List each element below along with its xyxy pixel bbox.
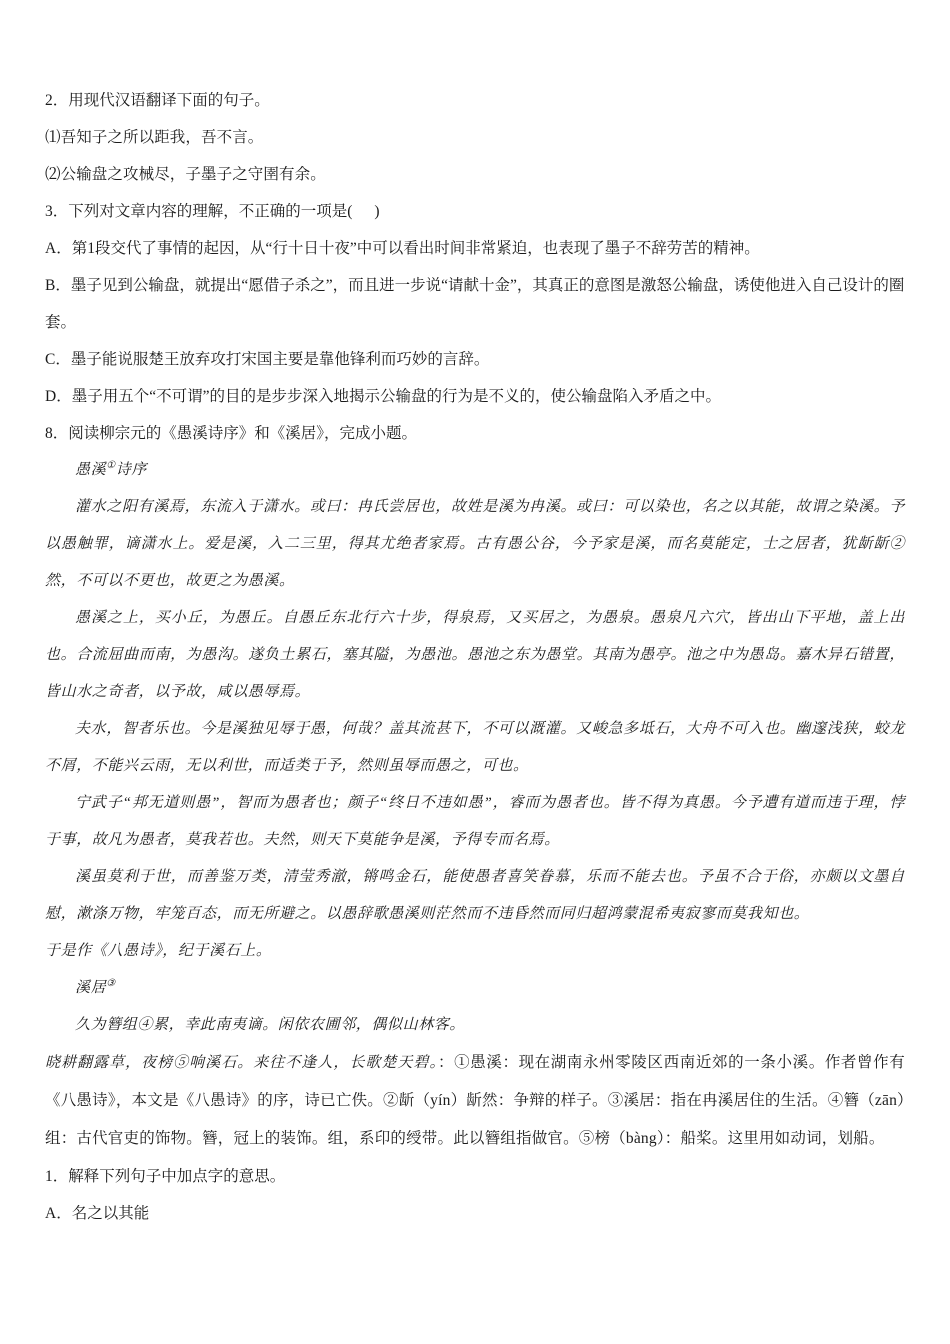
question-2-number: 2．	[45, 92, 69, 109]
passage-1-paragraph-2: 愚溪之上，买小丘，为愚丘。自愚丘东北行六十步，得泉焉，又买居之，为愚泉。愚泉凡六穴，皆出山下平地，盖上出也。合流屈曲而南，为愚沟。遂负土累石，塞其隘，为愚池。愚池之东为愚堂。其南为愚亭。池之中为愚岛。嘉木异石错置，皆山水之奇者，以予故，咸以愚辱焉。	[45, 610, 905, 700]
question-3-prompt-line	[45, 193, 905, 230]
question-1-option-a-text: 名之以其能	[71, 1205, 150, 1222]
question-8-prompt: 阅读柳宗元的《愚溪诗序》和《溪居》，完成小题。	[68, 425, 418, 442]
passage-2-title-footnote-marker: ③	[106, 978, 116, 989]
option-d-text: 墨子用五个“不可谓”的目的是步步深入地揭示公输盘的行为是不义的，使公输盘陷入矛盾之中。	[71, 388, 721, 405]
passage-2-line-1: 久为簪组④累，幸此南夷谪。闲依农圃邻，偶似山林客。	[75, 1017, 466, 1033]
question-1-number: 1．	[45, 1168, 69, 1185]
question-3-prompt-tail: )	[374, 203, 380, 220]
option-b-text: 墨子见到公输盘，就提出“愿借子杀之”，而且进一步说“请献十金”，其真正的意图是激怒公输盘，诱使他进入自己设计的圈套。	[45, 277, 905, 331]
question-2-prompt-line	[45, 82, 905, 119]
question-3-option-c[interactable]	[45, 341, 905, 378]
passage-1-paragraph-4: 宁武子“邦无道则愚”，智而为愚者也；颜子“终日不违如愚”，睿而为愚者也。皆不得为真愚。今予遭有道而违于理，悖于事，故凡为愚者，莫我若也。夫然，则天下莫能争是溪，予得专而名焉。	[45, 795, 905, 848]
passage-1-title-rest: 诗序	[115, 462, 147, 478]
passage-2-title-main: 溪居	[75, 980, 107, 996]
passage-1-title	[45, 452, 905, 489]
passage-2-line-2-and-footnotes	[45, 1044, 905, 1158]
question-3-option-b[interactable]	[45, 267, 905, 341]
passage-1-paragraph-6: 于是作《八愚诗》，纪于溪石上。	[45, 943, 272, 959]
question-2-prompt: 用现代汉语翻译下面的句子。	[68, 92, 270, 109]
question-3-prompt: 下列对文章内容的理解，不正确的一项是(	[68, 203, 353, 220]
question-3-number: 3．	[45, 203, 69, 220]
question-8-prompt-line	[45, 415, 905, 452]
question-1-prompt: 解释下列句子中加点字的意思。	[68, 1168, 286, 1185]
passage-2-line-2: 晓耕翻露草，夜榜⑤响溪石。来往不逢人，长歌楚天碧。	[45, 1055, 438, 1071]
option-a-text: 第1段交代了事情的起因，从“行十日十夜”中可以看出时间非常紧迫，也表现了墨子不辞劳苦的精神。	[71, 240, 760, 257]
option-b-label: B．	[45, 277, 71, 294]
passage-1-paragraph-1: 灌水之阳有溪焉，东流入于潇水。或曰：冉氏尝居也，故姓是溪为冉溪。或曰：可以染也，名之以其能，故谓之染溪。予以愚触罪，谪潇水上。爱是溪，入二三里，得其尤绝者家焉。古有愚公谷，今予家是溪，而名莫能定，士之居者，犹龂龂②然，不可以不更也，故更之为愚溪。	[45, 499, 905, 589]
question-2-item-2: ⑵公输盘之攻械尽，子墨子之守圉有余。	[45, 166, 326, 183]
passage-1-paragraph-5: 溪虽莫利于世，而善鉴万类，清莹秀澈，锵鸣金石，能使愚者喜笑眷慕，乐而不能去也。予虽不合于俗，亦颇以文墨自慰，漱涤万物，牢笼百态，而无所避之。以愚辞歌愚溪则茫然而不违昏然而同归超鸿蒙混希夷寂寥而莫我知也。	[45, 869, 905, 922]
question-1-prompt-line	[45, 1158, 905, 1195]
passage-2-title	[45, 970, 905, 1007]
option-c-text: 墨子能说服楚王放弃攻打宋国主要是靠他锋利而巧妙的言辞。	[70, 351, 490, 368]
question-3-option-a[interactable]	[45, 230, 905, 267]
question-2-item-1: ⑴吾知子之所以距我，吾不言。	[45, 129, 264, 146]
passage-1-title-footnote-marker: ①	[106, 460, 116, 471]
option-a-label: A．	[45, 240, 72, 257]
question-1-option-a[interactable]	[45, 1195, 905, 1232]
footnotes-text: ①愚溪：现在湖南永州零陵区西南近郊的一条小溪。作者曾作有《八愚诗》，本文是《八愚诗》的序，诗已亡佚。②龂（yín）龂然：争辩的样子。③溪居：指在冉溪居住的生活。④簪（zān）组：古代官吏的饰物。簪，冠上的装饰。组，系印的绶带。此以簪组指做官。⑤榜（bàng）：船桨。这里用如动词，划船。	[45, 1054, 905, 1147]
question-3-option-d[interactable]	[45, 378, 905, 415]
footnotes-lead: ：	[437, 1054, 455, 1071]
passage-1-paragraph-3: 夫水，智者乐也。今是溪独见辱于愚，何哉？盖其流甚下，不可以溉灌。又峻急多坻石，大舟不可入也。幽邃浅狭，蛟龙不屑，不能兴云雨，无以利世，而适类于予，然则虽辱而愚之，可也。	[45, 721, 905, 774]
question-1-option-a-label: A．	[45, 1205, 72, 1222]
option-d-label: D．	[45, 388, 72, 405]
question-3-answer-blank[interactable]	[352, 203, 374, 220]
question-8-number: 8．	[45, 425, 69, 442]
passage-1-title-main: 愚溪	[75, 462, 107, 478]
option-c-label: C．	[45, 351, 71, 368]
